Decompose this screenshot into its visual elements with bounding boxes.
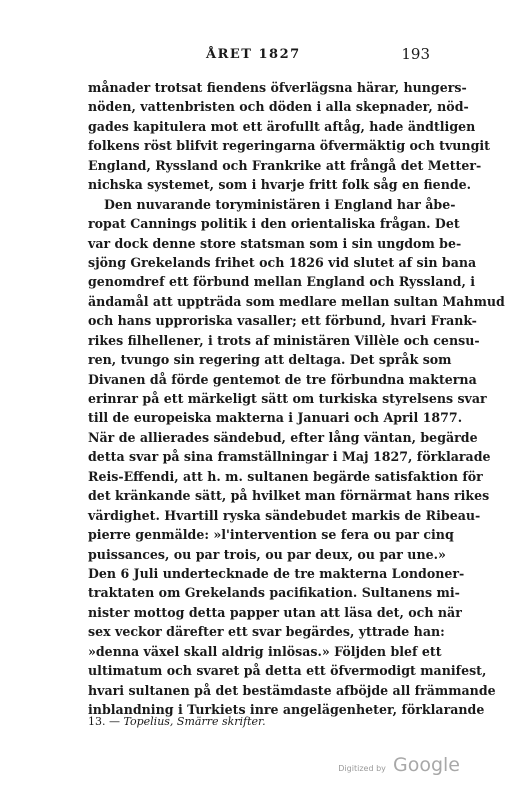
digitized-by-label: Digitized by [338, 764, 386, 773]
text-line: rikes filhellener, i trots af ministären Villèle och censu- [88, 332, 480, 348]
printer-signature [88, 715, 266, 728]
text-line: genomdref ett förbund mellan England och Ryssland, i [88, 274, 476, 290]
text-line: erinrar på ett märkeligt sätt om turkiska styrelsens svar [88, 391, 487, 406]
text-line: nöden, vattenbristen och döden i alla skepnader, nöd- [88, 99, 469, 115]
text-line: och hans upproriska vasaller; ett förbund, hvari Frank- [88, 313, 477, 329]
text-line: inblandning i Turkiets inre angelägenheter, förklarande [88, 702, 485, 717]
body-text [88, 78, 505, 719]
signature-number: 13. — [88, 715, 120, 728]
text-line: nichska systemet, som i hvarje fritt folk såg en fiende. [88, 177, 472, 193]
text-line: folkens röst blifvit regeringarna öfvermäktig och tvungit [88, 138, 490, 154]
text-line: puissances, ou par trois, ou par deux, ou par une.» [88, 546, 446, 562]
text-line: var dock denne store statsman som i sin ungdom be- [88, 235, 462, 251]
text-line: värdighet. Hvartill ryska sändebudet markis de Ribeau- [88, 507, 481, 523]
text-line: Divanen då förde gentemot de tre förbundna makterna [88, 371, 477, 387]
page-number: 193 [401, 45, 430, 63]
text-line: pierre genmälde: »l'intervention se fera ou par cinq [88, 527, 454, 543]
text-line: England, Ryssland och Frankrike att frångå det Metter- [88, 157, 482, 173]
page-header [88, 47, 430, 67]
text-line: ultimatum och svaret på detta ett öfvermodigt manifest, [88, 663, 487, 679]
text-line: Den nuvarande toryministären i England har åbe- [104, 196, 456, 212]
text-line: nister mottog detta papper utan att läsa det, och när [88, 604, 462, 620]
running-title: ÅRET 1827 [206, 47, 301, 62]
text-line: Den 6 Juli undertecknade de tre makterna Londoner- [88, 565, 465, 581]
text-line: ropat Cannings politik i den orientaliska frågan. Det [88, 216, 460, 232]
text-line: ren, tvungo sin regering att deltaga. Det språk som [88, 352, 452, 368]
text-line: När de allierades sändebud, efter lång väntan, begärde [88, 429, 478, 445]
text-line: hvari sultanen på det bestämdaste afböjde all främmande [88, 682, 496, 698]
text-line: gades kapitulera mot ett ärofullt aftåg, hade ändtligen [88, 118, 476, 134]
google-watermark [338, 754, 460, 776]
text-line: månader trotsat fiendens öfverlägsna härar, hungers- [88, 80, 467, 95]
text-line: Reis-Effendi, att h. m. sultanen begärde satisfaktion för [88, 468, 483, 484]
google-logo: Google [392, 754, 460, 776]
text-line: »denna växel skall aldrig inlösas.» Följden blef ett [88, 643, 442, 659]
signature-title: Topelius, Smärre skrifter. [123, 715, 266, 728]
text-line: traktaten om Grekelands pacifikation. Sultanens mi- [88, 585, 460, 601]
text-line: detta svar på sina framställningar i Maj 1827, förklarade [88, 449, 491, 465]
text-line: sex veckor därefter ett svar begärdes, yttrade han: [88, 624, 445, 640]
text-line: sjöng Grekelands frihet och 1826 vid slutet af sin bana [88, 254, 477, 270]
text-line: till de europeiska makterna i Januari och April 1877. [88, 410, 463, 426]
text-line: ändamål att uppträda som medlare mellan sultan Mahmud [88, 293, 505, 309]
text-line: det kränkande sätt, på hvilket man förnärmat hans rikes [88, 488, 490, 504]
